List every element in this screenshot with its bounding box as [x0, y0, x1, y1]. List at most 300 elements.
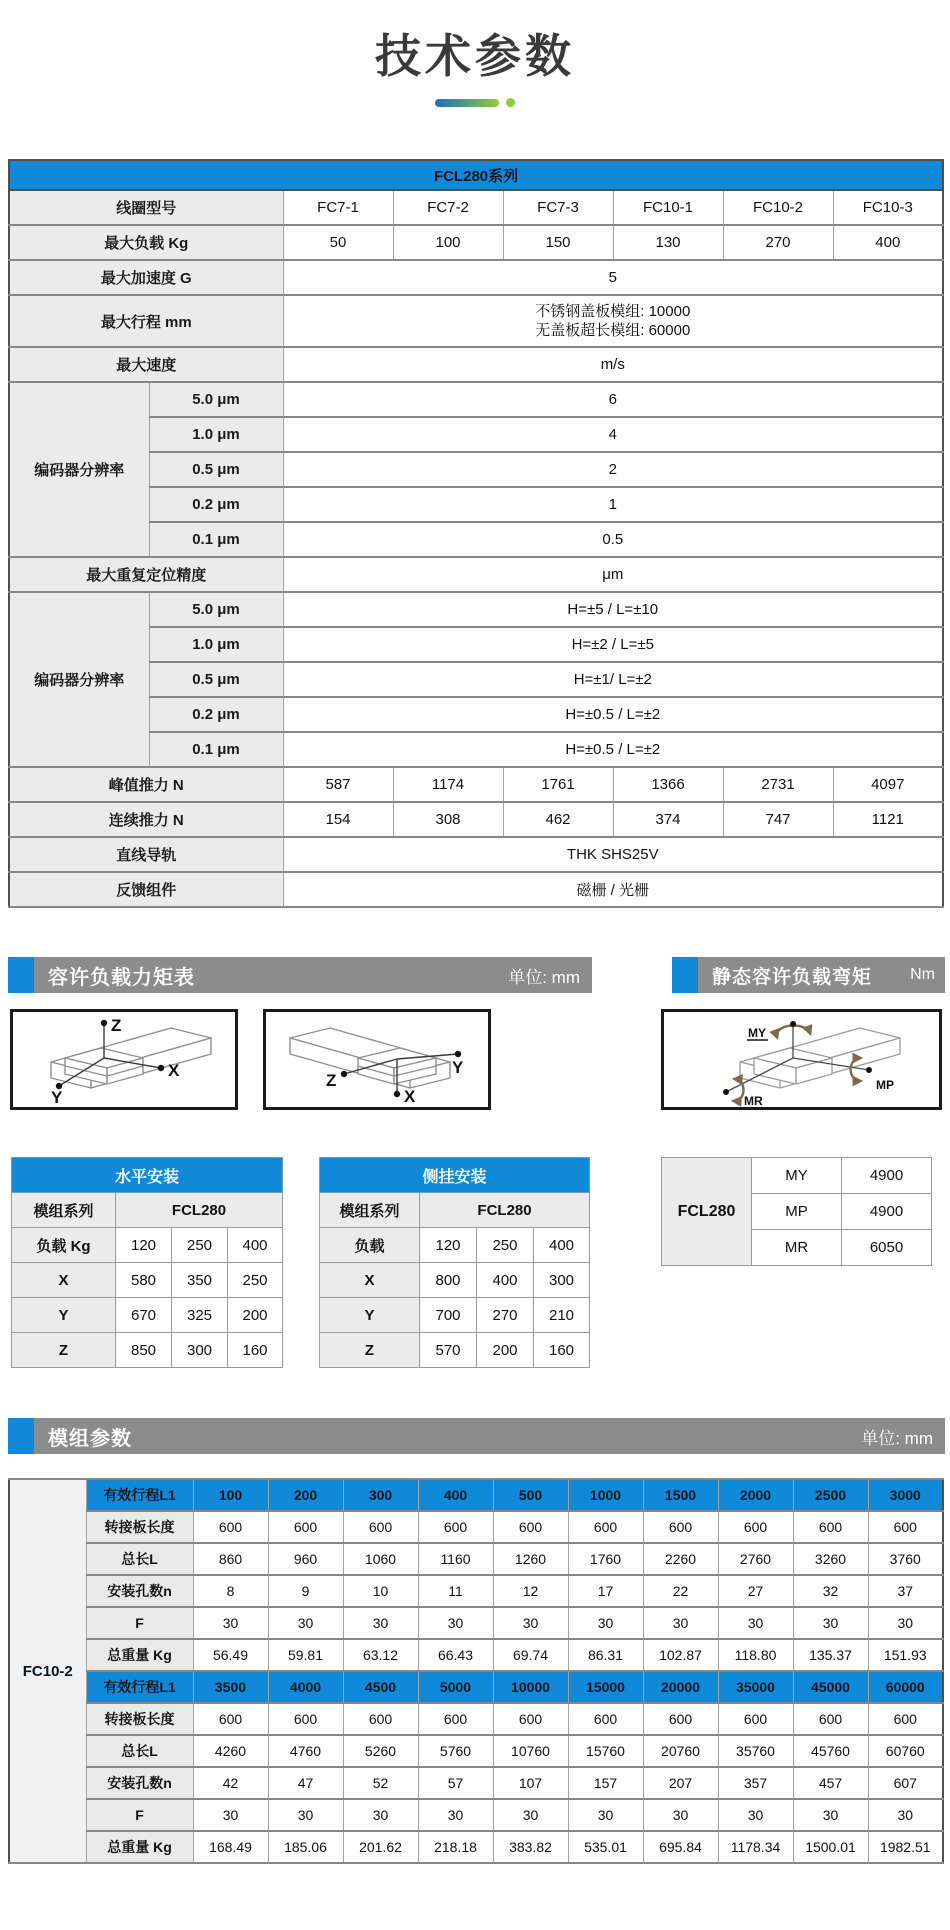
- cell-value: 600: [718, 1703, 793, 1735]
- row-label: 安装孔数n: [86, 1767, 193, 1799]
- cell-value: 1174: [393, 767, 503, 802]
- cell-value: 100: [193, 1479, 268, 1511]
- cell-value: 102.87: [643, 1639, 718, 1671]
- spec-row-cont-thrust: [9, 802, 943, 837]
- cell-value: 12: [493, 1575, 568, 1607]
- cell-value: 1121: [833, 802, 943, 837]
- axis-label-z: Z: [111, 1016, 122, 1035]
- moment-label-my: MY: [748, 1026, 766, 1040]
- cell-value: 600: [793, 1511, 868, 1543]
- cell-value: 350: [172, 1263, 228, 1298]
- cell-value: 42: [193, 1767, 268, 1799]
- cell-value: 9: [268, 1575, 343, 1607]
- series-row: [320, 1193, 590, 1228]
- cell-value: 30: [343, 1607, 418, 1639]
- spec-row-encoder-speed: [9, 382, 943, 417]
- cell-value: 69.74: [493, 1639, 568, 1671]
- cell-value: 400: [418, 1479, 493, 1511]
- row-label: 总长L: [86, 1543, 193, 1575]
- cell-value: 1760: [568, 1543, 643, 1575]
- cell-value: 15000: [568, 1671, 643, 1703]
- cell-value: 10000: [493, 1671, 568, 1703]
- spec-row-max-accel: [9, 260, 943, 295]
- module-section-header: [8, 1418, 945, 1454]
- cell-value: 3260: [793, 1543, 868, 1575]
- cell-value: 107: [493, 1767, 568, 1799]
- table-row: [320, 1263, 590, 1298]
- zyx-axes-rail-icon: [266, 1012, 488, 1107]
- row-label: 总重量 Kg: [86, 1831, 193, 1863]
- spec-row-max-speed: [9, 347, 943, 382]
- table-row: [12, 1228, 283, 1263]
- row-label: 有效行程L1: [86, 1671, 193, 1703]
- cell-value: 580: [116, 1263, 172, 1298]
- cell-value: 30: [268, 1607, 343, 1639]
- cell-value: 1000: [568, 1479, 643, 1511]
- cell-value: H=±0.5 / L=±2: [283, 697, 943, 732]
- cell-value: 670: [116, 1298, 172, 1333]
- spec-table-header-row: [9, 160, 943, 190]
- cell-value: 135.37: [793, 1639, 868, 1671]
- side-mount-table: [319, 1157, 590, 1368]
- spec-row-encoder-speed: [9, 487, 943, 522]
- cell-value: 850: [116, 1333, 172, 1368]
- sub-label: 0.1 μm: [149, 522, 283, 557]
- cell-value: 960: [268, 1543, 343, 1575]
- series-label-cell: FCL280: [662, 1158, 752, 1266]
- spec-row-encoder-precision: [9, 662, 943, 697]
- table-row: [9, 1799, 943, 1831]
- cell-value: 30: [418, 1799, 493, 1831]
- row-label: 编码器分辨率: [9, 382, 149, 557]
- sub-label: 0.1 μm: [149, 732, 283, 767]
- row-label: Y: [320, 1298, 420, 1333]
- cell-value: 600: [268, 1511, 343, 1543]
- table-row: [12, 1263, 283, 1298]
- cell-value: 0.5: [283, 522, 943, 557]
- row-label: 安装孔数n: [86, 1575, 193, 1607]
- cell-value: 600: [718, 1511, 793, 1543]
- row-label: 直线导轨: [9, 837, 283, 872]
- cell-value: 60760: [868, 1735, 943, 1767]
- cell-value: 120: [420, 1228, 477, 1263]
- section-unit: 单位: mm: [508, 967, 580, 987]
- spec-table-title: FCL280系列: [9, 160, 943, 190]
- cell-value: 1500: [643, 1479, 718, 1511]
- cell-value: 30: [643, 1799, 718, 1831]
- cell-value: 1761: [503, 767, 613, 802]
- section-unit: Nm: [910, 966, 935, 983]
- section-unit: 单位: mm: [861, 1428, 933, 1448]
- sub-label: 0.2 μm: [149, 487, 283, 522]
- cell-value: 30: [193, 1799, 268, 1831]
- cell-value: 30: [493, 1607, 568, 1639]
- row-label: 负载: [320, 1228, 420, 1263]
- section-bars: [8, 957, 945, 993]
- cell-value: 30: [568, 1799, 643, 1831]
- row-label: 反馈组件: [9, 872, 283, 907]
- cell-value: 6050: [842, 1230, 932, 1266]
- blue-accent-block: [672, 957, 698, 993]
- row-label: 连续推力 N: [9, 802, 283, 837]
- cell-value: 2760: [718, 1543, 793, 1575]
- cell-value: 383.82: [493, 1831, 568, 1863]
- cell-value: 587: [283, 767, 393, 802]
- cell-value: 5000: [418, 1671, 493, 1703]
- cell-value: 6: [283, 382, 943, 417]
- cell-value: 17: [568, 1575, 643, 1607]
- cell-value: FC7-1: [283, 190, 393, 225]
- cell-value: 47: [268, 1767, 343, 1799]
- row-label: 最大重复定位精度: [9, 557, 283, 592]
- cell-value: 37: [868, 1575, 943, 1607]
- cell-value: H=±2 / L=±5: [283, 627, 943, 662]
- cell-value: 45760: [793, 1735, 868, 1767]
- cell-value: 462: [503, 802, 613, 837]
- cell-value: 210: [534, 1298, 590, 1333]
- cell-value: 1500.01: [793, 1831, 868, 1863]
- cell-value: 30: [568, 1607, 643, 1639]
- cell-value: 695.84: [643, 1831, 718, 1863]
- cell-value: 56.49: [193, 1639, 268, 1671]
- cell-value: 600: [568, 1703, 643, 1735]
- spec-row-coil: [9, 190, 943, 225]
- cell-value: 52: [343, 1767, 418, 1799]
- cell-value: 8: [193, 1575, 268, 1607]
- cell-value: 4097: [833, 767, 943, 802]
- cell-value: 600: [643, 1703, 718, 1735]
- cell-value: 300: [172, 1333, 228, 1368]
- axis-label-y: Y: [452, 1058, 464, 1077]
- cell-value: 800: [420, 1263, 477, 1298]
- cell-value: 2260: [643, 1543, 718, 1575]
- axis-label-y: Y: [51, 1088, 63, 1107]
- cell-value: 607: [868, 1767, 943, 1799]
- cell-value: 535.01: [568, 1831, 643, 1863]
- spec-row-encoder-speed: [9, 452, 943, 487]
- cell-value: 325: [172, 1298, 228, 1333]
- cell-value: 4900: [842, 1158, 932, 1194]
- cell-value: 160: [534, 1333, 590, 1368]
- table-row: [9, 1511, 943, 1543]
- cell-value: 250: [172, 1228, 228, 1263]
- sub-label: 0.2 μm: [149, 697, 283, 732]
- cell-value: 1260: [493, 1543, 568, 1575]
- spec-row-encoder-precision: [9, 732, 943, 767]
- row-label: Z: [320, 1333, 420, 1368]
- cell-value: 270: [723, 225, 833, 260]
- sub-label: 5.0 μm: [149, 592, 283, 627]
- stroke-line-1: 不锈钢盖板模组: 10000: [535, 303, 691, 320]
- cell-value: 4500: [343, 1671, 418, 1703]
- cell-value: 32: [793, 1575, 868, 1607]
- table-row: [9, 1735, 943, 1767]
- cell-value: 400: [833, 225, 943, 260]
- cell-value: 15760: [568, 1735, 643, 1767]
- side-mount-diagram: [263, 1009, 491, 1110]
- cell-value: 30: [793, 1799, 868, 1831]
- underline-dot: [506, 98, 515, 107]
- table-row: [320, 1228, 590, 1263]
- cell-value: 600: [193, 1703, 268, 1735]
- page-title: 技术参数: [375, 30, 575, 82]
- spec-row-encoder-precision: [9, 592, 943, 627]
- table-header-row: [320, 1158, 590, 1193]
- cell-value: 5260: [343, 1735, 418, 1767]
- cell-value: 250: [477, 1228, 534, 1263]
- row-label: 转接板长度: [86, 1703, 193, 1735]
- load-moment-section-header: [8, 957, 592, 993]
- cell-value: FC10-1: [613, 190, 723, 225]
- spec-row-peak-thrust: [9, 767, 943, 802]
- cell-value: 130: [613, 225, 723, 260]
- cell-value: 2500: [793, 1479, 868, 1511]
- horizontal-mount-table: [11, 1157, 283, 1368]
- moment-label-mp: MP: [876, 1078, 894, 1092]
- cell-value: 270: [477, 1298, 534, 1333]
- cell-value: 5: [283, 260, 943, 295]
- cell-value: 151.93: [868, 1639, 943, 1671]
- cell-value: 250: [228, 1263, 283, 1298]
- cell-value: 700: [420, 1298, 477, 1333]
- cell-value: 160: [228, 1333, 283, 1368]
- series-value: FCL280: [420, 1193, 590, 1228]
- cell-value: μm: [283, 557, 943, 592]
- row-label: MY: [752, 1158, 842, 1194]
- cell-value: 10760: [493, 1735, 568, 1767]
- cell-value: 1982.51: [868, 1831, 943, 1863]
- cell-value: 118.80: [718, 1639, 793, 1671]
- cell-value: 50: [283, 225, 393, 260]
- cell-value: 10: [343, 1575, 418, 1607]
- xyz-axes-rail-icon: [13, 1012, 235, 1107]
- cell-value: 207: [643, 1767, 718, 1799]
- title-underline: [0, 98, 950, 107]
- cell-value: 30: [268, 1799, 343, 1831]
- table-row: [320, 1333, 590, 1368]
- cell-value: 4: [283, 417, 943, 452]
- cell-value: 30: [493, 1799, 568, 1831]
- cell-value: 4000: [268, 1671, 343, 1703]
- table-row: [320, 1298, 590, 1333]
- row-label: X: [320, 1263, 420, 1298]
- cell-value: 磁栅 / 光栅: [283, 872, 943, 907]
- row-label: MR: [752, 1230, 842, 1266]
- series-value: FCL280: [116, 1193, 283, 1228]
- row-label: 总长L: [86, 1735, 193, 1767]
- cell-value: 4260: [193, 1735, 268, 1767]
- row-label: 有效行程L1: [86, 1479, 193, 1511]
- row-label: 最大速度: [9, 347, 283, 382]
- cell-value: 201.62: [343, 1831, 418, 1863]
- cell-value: 2731: [723, 767, 833, 802]
- cell-value: 600: [418, 1511, 493, 1543]
- cell-value: 35000: [718, 1671, 793, 1703]
- table-row: [9, 1767, 943, 1799]
- cell-value: 600: [793, 1703, 868, 1735]
- cell-value: 600: [343, 1703, 418, 1735]
- table-row: [9, 1831, 943, 1863]
- stroke-line-2: 无盖板超长模组: 60000: [535, 322, 691, 339]
- underline-gradient-bar: [435, 99, 499, 107]
- section-title: 容许负载力矩表: [48, 966, 195, 989]
- cell-value: FC10-2: [723, 190, 833, 225]
- cell-value: 120: [116, 1228, 172, 1263]
- cell-value: 400: [477, 1263, 534, 1298]
- cell-value: 600: [868, 1703, 943, 1735]
- cell-value: 30: [643, 1607, 718, 1639]
- moment-axes-rail-icon: [664, 1012, 939, 1107]
- cell-value: 1366: [613, 767, 723, 802]
- cell-value: 200: [268, 1479, 343, 1511]
- spec-row-max-load: [9, 225, 943, 260]
- row-label: F: [86, 1799, 193, 1831]
- spec-row-encoder-speed: [9, 522, 943, 557]
- cell-value: 600: [493, 1511, 568, 1543]
- cell-value: 600: [643, 1511, 718, 1543]
- cell-value: 57: [418, 1767, 493, 1799]
- spec-row-encoder-speed: [9, 417, 943, 452]
- row-label: 总重量 Kg: [86, 1639, 193, 1671]
- mount-tables-row: [8, 1157, 942, 1368]
- series-row: [12, 1193, 283, 1228]
- table-row: [9, 1543, 943, 1575]
- spec-row-encoder-precision: [9, 627, 943, 662]
- cell-value: 30: [343, 1799, 418, 1831]
- series-label-cell: FC10-2: [9, 1479, 86, 1863]
- stroke-header-row: [9, 1671, 943, 1703]
- cell-value: 30: [418, 1607, 493, 1639]
- cell-value: 3760: [868, 1543, 943, 1575]
- cell-value: 357: [718, 1767, 793, 1799]
- axis-label-z: Z: [326, 1071, 337, 1090]
- cell-value: 600: [268, 1703, 343, 1735]
- cell-value: 308: [393, 802, 503, 837]
- table-title: 侧挂安装: [320, 1158, 590, 1193]
- cell-value: 4760: [268, 1735, 343, 1767]
- static-moment-table: [661, 1157, 932, 1266]
- cell-value: 35760: [718, 1735, 793, 1767]
- cell-value: 66.43: [418, 1639, 493, 1671]
- table-row: [9, 1607, 943, 1639]
- cell-value: 185.06: [268, 1831, 343, 1863]
- row-label: 最大负载 Kg: [9, 225, 283, 260]
- row-label: F: [86, 1607, 193, 1639]
- cell-value: 218.18: [418, 1831, 493, 1863]
- cell-value: 600: [493, 1703, 568, 1735]
- row-label: Y: [12, 1298, 116, 1333]
- cell-value: 86.31: [568, 1639, 643, 1671]
- cell-value: 154: [283, 802, 393, 837]
- cell-value: 860: [193, 1543, 268, 1575]
- static-moment-section-header: [672, 957, 945, 993]
- cell-value: 100: [393, 225, 503, 260]
- cell-value: 30: [718, 1799, 793, 1831]
- row-label: 最大加速度 G: [9, 260, 283, 295]
- cell-value: 200: [477, 1333, 534, 1368]
- row-label: X: [12, 1263, 116, 1298]
- table-row: [9, 1639, 943, 1671]
- row-label: 模组系列: [12, 1193, 116, 1228]
- cell-value: 60000: [868, 1671, 943, 1703]
- cell-value: 3000: [868, 1479, 943, 1511]
- axis-label-x: X: [168, 1061, 180, 1080]
- cell-value: 3500: [193, 1671, 268, 1703]
- row-label: 转接板长度: [86, 1511, 193, 1543]
- table-row: [9, 1575, 943, 1607]
- row-label: 线圈型号: [9, 190, 283, 225]
- row-label: 模组系列: [320, 1193, 420, 1228]
- cell-value: 1160: [418, 1543, 493, 1575]
- stroke-header-row: [9, 1479, 943, 1511]
- cell-value: FC10-3: [833, 190, 943, 225]
- cell-value: 30: [793, 1607, 868, 1639]
- cell-value: 30: [868, 1799, 943, 1831]
- cell-value: 1: [283, 487, 943, 522]
- sub-label: 0.5 μm: [149, 452, 283, 487]
- moment-diagram: [661, 1009, 942, 1110]
- cell-value: 11: [418, 1575, 493, 1607]
- sub-label: 1.0 μm: [149, 417, 283, 452]
- cell-value: 30: [868, 1607, 943, 1639]
- cell-value: 4900: [842, 1194, 932, 1230]
- table-row: [9, 1703, 943, 1735]
- row-label: Z: [12, 1333, 116, 1368]
- section-title: 模组参数: [48, 1427, 132, 1450]
- cell-value: 22: [643, 1575, 718, 1607]
- table-header-row: [12, 1158, 283, 1193]
- sub-label: 0.5 μm: [149, 662, 283, 697]
- axis-label-x: X: [404, 1087, 416, 1106]
- cell-value: 570: [420, 1333, 477, 1368]
- cell-value: 374: [613, 802, 723, 837]
- cell-value: 2: [283, 452, 943, 487]
- row-label: 编码器分辨率: [9, 592, 149, 767]
- spec-table: [8, 159, 944, 908]
- cell-value: 400: [228, 1228, 283, 1263]
- cell-value: 500: [493, 1479, 568, 1511]
- table-row: [662, 1158, 932, 1194]
- cell-value: 200: [228, 1298, 283, 1333]
- spec-row-encoder-precision: [9, 697, 943, 732]
- cell-value: 63.12: [343, 1639, 418, 1671]
- spec-row-repeatability: [9, 557, 943, 592]
- cell-value: 2000: [718, 1479, 793, 1511]
- horizontal-mount-diagram: [10, 1009, 238, 1110]
- cell-value: 600: [193, 1511, 268, 1543]
- cell-value: 457: [793, 1767, 868, 1799]
- module-section-bar: [8, 1418, 945, 1454]
- sub-label: 5.0 μm: [149, 382, 283, 417]
- cell-value: 20000: [643, 1671, 718, 1703]
- cell-value: 168.49: [193, 1831, 268, 1863]
- table-row: [12, 1333, 283, 1368]
- cell-value: 300: [343, 1479, 418, 1511]
- sub-label: 1.0 μm: [149, 627, 283, 662]
- cell-value: 300: [534, 1263, 590, 1298]
- cell-value: [283, 295, 943, 347]
- moment-label-mr: MR: [744, 1094, 763, 1107]
- cell-value: 1060: [343, 1543, 418, 1575]
- cell-value: 150: [503, 225, 613, 260]
- cell-value: 20760: [643, 1735, 718, 1767]
- cell-value: m/s: [283, 347, 943, 382]
- cell-value: H=±1/ L=±2: [283, 662, 943, 697]
- cell-value: 30: [718, 1607, 793, 1639]
- cell-value: 600: [568, 1511, 643, 1543]
- cell-value: FC7-3: [503, 190, 613, 225]
- table-title: 水平安装: [12, 1158, 283, 1193]
